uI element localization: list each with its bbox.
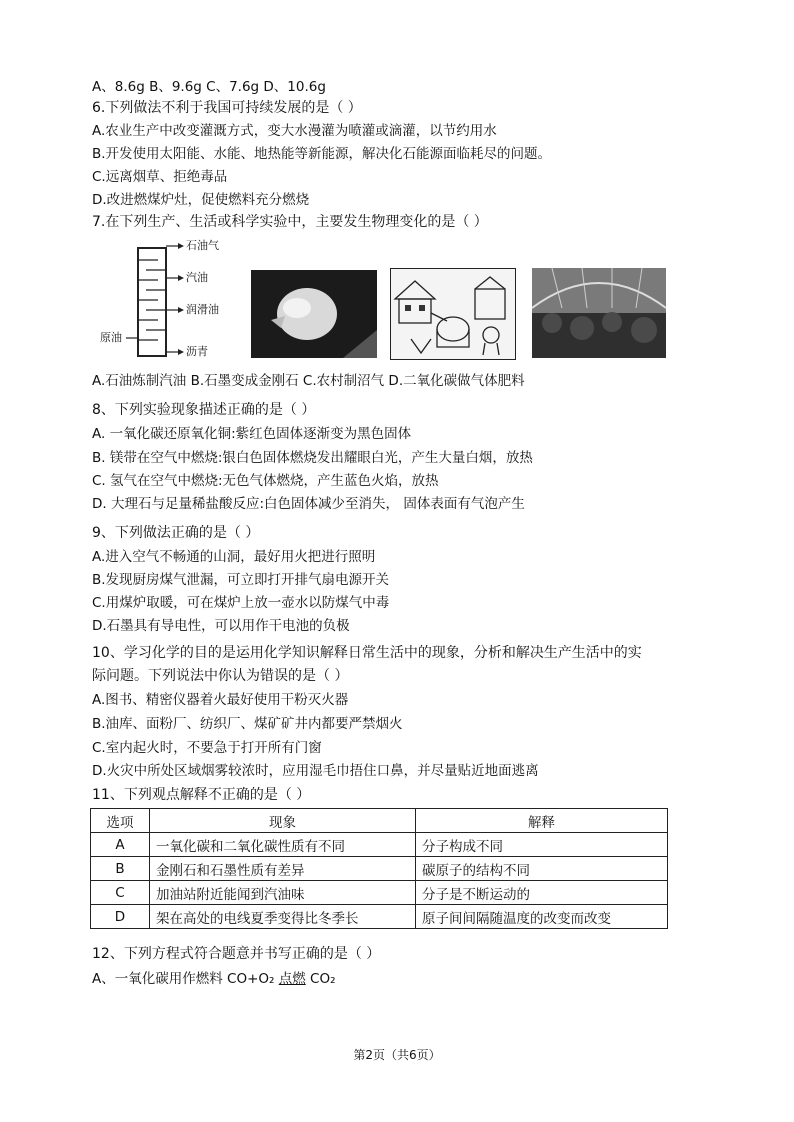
q10-option-b: B.油库、面粉厂、纺织厂、煤矿矿井内都要严禁烟火 (92, 716, 403, 732)
page-footer: 第2页（共6页） (353, 1048, 441, 1062)
q8-option-b: B. 镁带在空气中燃烧:银白色固体燃烧发出耀眼白光，产生大量白烟，放热 (92, 450, 533, 466)
row-b-phenomenon: 金刚石和石墨性质有差异 (150, 857, 416, 881)
table-row (91, 881, 668, 905)
q9-option-a: A.进入空气不畅通的山洞，最好用火把进行照明 (92, 549, 376, 565)
q9-option-b: B.发现厨房煤气泄漏，可立即打开排气扇电源开关 (92, 572, 390, 588)
row-a-option: A (91, 833, 150, 857)
q10-option-c: C.室内起火时，不要急于打开所有门窗 (92, 740, 322, 756)
row-d-explanation: 原子间间隔随温度的改变而改变 (416, 905, 668, 929)
q8-option-c: C. 氢气在空气中燃烧:无色气体燃烧，产生蓝色火焰，放热 (92, 473, 439, 489)
label-petroleum-gas: 石油气 (186, 239, 219, 252)
label-gasoline: 汽油 (186, 271, 208, 284)
q8-option-d: D. 大理石与足量稀盐酸反应:白色固体减少至消失， 固体表面有气泡产生 (92, 496, 525, 512)
graphite-diamond-photo (251, 270, 377, 358)
q12a-product: CO₂ (305, 971, 336, 987)
header-explanation: 解释 (416, 809, 668, 833)
question-10-cont: 际问题。下列说法中你认为错误的是（ ） (92, 668, 349, 684)
q12-option-a (92, 970, 336, 988)
label-lubricant: 润滑油 (186, 303, 219, 316)
question-8: 8、下列实验现象描述正确的是（ ） (92, 402, 316, 418)
q9-option-d: D.石墨具有导电性，可以用作干电池的负极 (92, 618, 350, 634)
greenhouse-photo (532, 268, 666, 358)
row-d-option: D (91, 905, 150, 929)
reaction-condition: 点燃 (278, 971, 306, 987)
question-10: 10、学习化学的目的是运用化学知识解释日常生活中的现象，分析和解决生产生活中的实 (92, 645, 642, 661)
row-c-phenomenon: 加油站附近能闻到汽油味 (150, 881, 416, 905)
row-c-explanation: 分子是不断运动的 (416, 881, 668, 905)
label-crude-oil: 原油 (100, 331, 122, 344)
q6-option-c: C.远离烟草、拒绝毒品 (92, 169, 228, 185)
question-9: 9、下列做法正确的是（ ） (92, 525, 260, 541)
row-a-phenomenon: 一氧化碳和二氧化碳性质有不同 (150, 833, 416, 857)
q10-option-a: A.图书、精密仪器着火最好使用干粉灭火器 (92, 692, 349, 708)
q11-table (90, 808, 668, 929)
q9-option-c: C.用煤炉取暖，可在煤炉上放一壶水以防煤气中毒 (92, 595, 390, 611)
row-a-explanation: 分子构成不同 (416, 833, 668, 857)
question-11: 11、下列观点解释不正确的是（ ） (92, 787, 311, 803)
table-row (91, 833, 668, 857)
label-asphalt: 沥青 (186, 345, 208, 358)
q6-option-d: D.改进燃煤炉灶，促使燃料充分燃烧 (92, 192, 310, 208)
row-c-option: C (91, 881, 150, 905)
row-b-option: B (91, 857, 150, 881)
question-12: 12、下列方程式符合题意并书写正确的是（ ） (92, 946, 381, 962)
row-b-explanation: 碳原子的结构不同 (416, 857, 668, 881)
q6-option-b: B.开发使用太阳能、水能、地热能等新能源，解决化石能源面临耗尽的问题。 (92, 146, 552, 162)
biogas-digester-drawing (390, 268, 516, 360)
table-row (91, 857, 668, 881)
q8-option-a: A. 一氧化碳还原氧化铜:紫红色固体逐渐变为黑色固体 (92, 426, 412, 442)
q10-option-d: D.火灾中所处区域烟雾较浓时，应用湿毛巾捂住口鼻，并尽量贴近地面逃离 (92, 763, 539, 779)
question-7: 7.在下列生产、生活或科学实验中，主要发生物理变化的是（ ） (92, 214, 488, 230)
header-option: 选项 (91, 809, 150, 833)
previous-question-options: A、8.6g B、9.6g C、7.6g D、10.6g (92, 79, 326, 95)
question-6: 6.下列做法不利于我国可持续发展的是（ ） (92, 100, 362, 116)
header-phenomenon: 现象 (150, 809, 416, 833)
q7-options: A.石油炼制汽油 B.石墨变成金刚石 C.农村制沼气 D.二氧化碳做气体肥料 (92, 373, 525, 389)
row-d-phenomenon: 架在高处的电线夏季变得比冬季长 (150, 905, 416, 929)
q6-option-a: A.农业生产中改变灌溉方式，变大水漫灌为喷灌或滴灌，以节约用水 (92, 123, 497, 139)
table-header-row (91, 809, 668, 833)
table-row (91, 905, 668, 929)
q12a-text: A、一氧化碳用作燃料 CO+O₂ (92, 971, 279, 987)
distillation-column-figure (96, 240, 236, 360)
